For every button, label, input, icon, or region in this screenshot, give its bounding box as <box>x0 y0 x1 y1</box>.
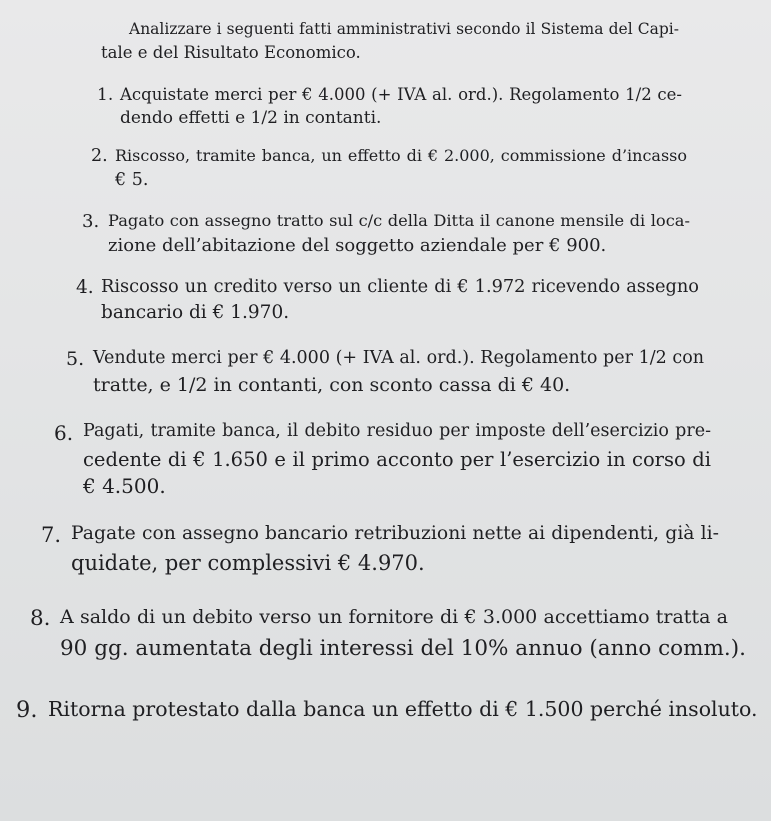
item-number: 4. <box>76 277 94 298</box>
intro-line-2: tale e del Risultato Economico. <box>101 43 361 62</box>
item-6-line-1: Pagati, tramite banca, il debito residuo per imposte dell’esercizio pre- <box>83 421 711 441</box>
item-6-line-3: € 4.500. <box>83 474 166 498</box>
item-number: 2. <box>91 146 108 166</box>
item-9-line-1: Ritorna protestato dalla banca un effetto di € 1.500 perché insoluto. <box>48 697 758 721</box>
item-5-line-2: tratte, e 1/2 in contanti, con sconto cassa di € 40. <box>93 374 571 396</box>
item-number: 9. <box>16 697 38 723</box>
item-3-line-2: zione dell’abitazione del soggetto aziendale per € 900. <box>108 235 607 256</box>
item-3-line-1: Pagato con assegno tratto sul c/c della Ditta il canone mensile di loca- <box>108 211 690 230</box>
item-1-line-1: Acquistate merci per € 4.000 (+ IVA al. ord.). Regolamento 1/2 ce- <box>120 85 682 104</box>
item-4-line-1: Riscosso un credito verso un cliente di € 1.972 ricevendo assegno <box>101 277 699 297</box>
item-8-line-1: A saldo di un debito verso un fornitore di € 3.000 accettiamo tratta a <box>60 606 728 628</box>
item-6-line-2: cedente di € 1.650 e il primo acconto per l’esercizio in corso di <box>83 448 711 471</box>
item-4-line-2: bancario di € 1.970. <box>101 302 290 323</box>
item-8-line-2: 90 gg. aumentata degli interessi del 10% annuo (anno comm.). <box>60 636 746 661</box>
item-7-line-1: Pagate con assegno bancario retribuzioni nette ai dipendenti, già li- <box>71 523 719 544</box>
item-number: 7. <box>41 523 62 547</box>
item-number: 6. <box>54 421 74 445</box>
item-number: 8. <box>30 606 51 631</box>
intro-line-1: Analizzare i seguenti fatti amministrativi secondo il Sistema del Capi- <box>129 20 679 38</box>
item-number: 1. <box>97 85 114 105</box>
item-7-line-2: quidate, per complessivi € 4.970. <box>71 551 425 575</box>
item-2-line-1: Riscosso, tramite banca, un effetto di € 2.000, commissione d’incasso <box>115 146 687 165</box>
item-number: 3. <box>82 211 100 232</box>
item-2-line-2: € 5. <box>115 170 149 190</box>
item-number: 5. <box>66 348 85 370</box>
item-5-line-1: Vendute merci per € 4.000 (+ IVA al. ord.). Regolamento per 1/2 con <box>93 348 704 368</box>
item-1-line-2: dendo effetti e 1/2 in contanti. <box>120 108 382 128</box>
